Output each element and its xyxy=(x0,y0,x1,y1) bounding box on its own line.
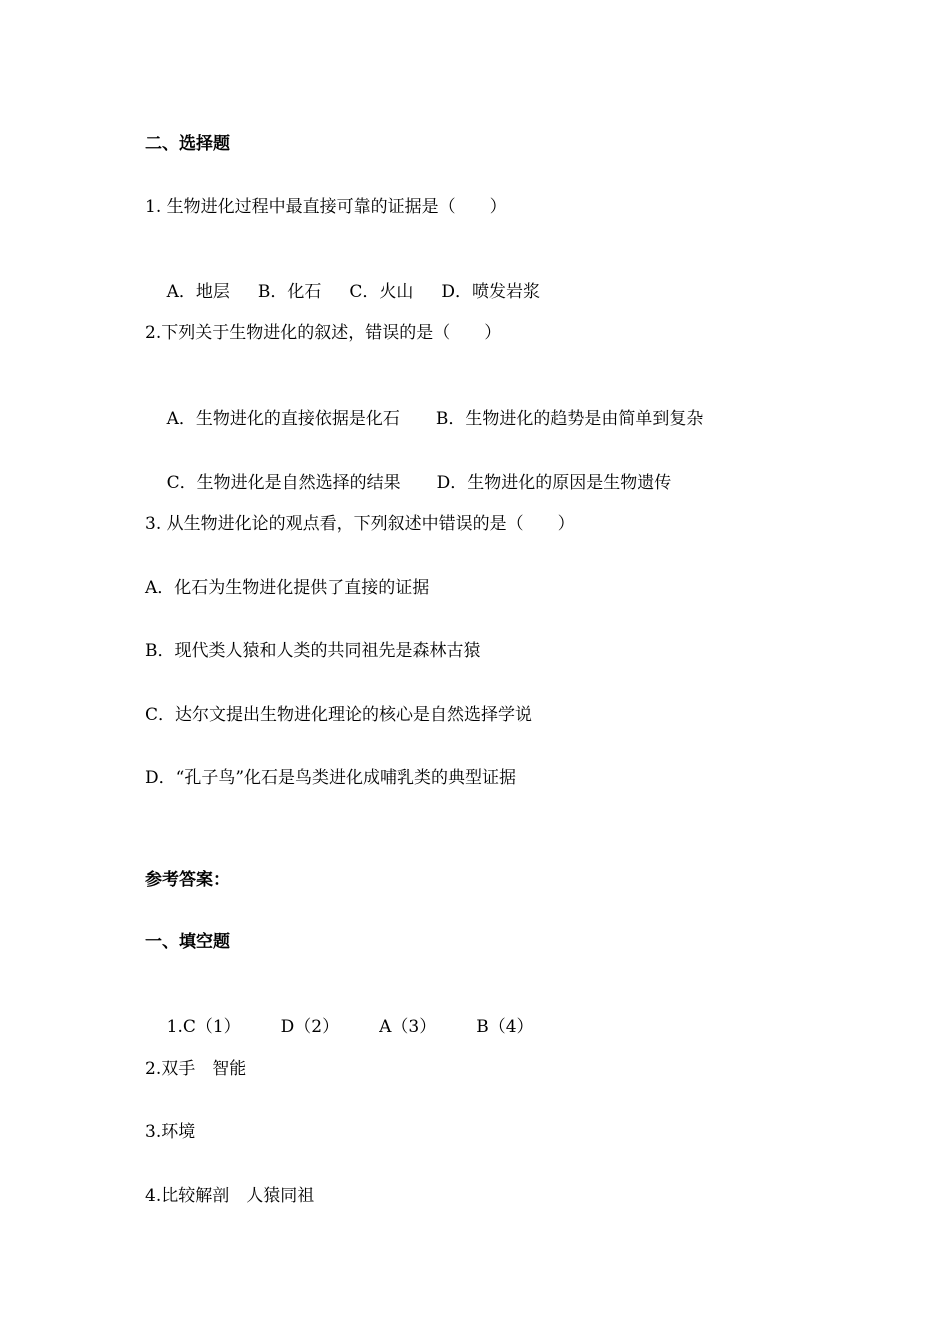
question-2-options-row-2 xyxy=(145,450,671,516)
answer-1-part-2: D（2） xyxy=(280,1017,340,1037)
q2-option-a: A．生物进化的直接依据是化石 xyxy=(166,409,400,429)
q3-option-c: C．达尔文提出生物进化理论的核心是自然选择学说 xyxy=(145,705,533,725)
question-1-options xyxy=(145,259,540,325)
answer-1-part-4: B（4） xyxy=(476,1017,534,1037)
answer-1-part-1: 1.C（1） xyxy=(166,1017,241,1037)
answers-title: 参考答案： xyxy=(145,870,230,890)
q1-option-b: B．化石 xyxy=(257,282,322,302)
answer-2: 2.双手 智能 xyxy=(145,1059,247,1079)
answer-1-part-3: A（3） xyxy=(379,1017,437,1037)
q3-option-b: B．现代类人猿和人类的共同祖先是森林古猿 xyxy=(145,641,481,661)
q2-option-b: B．生物进化的趋势是由简单到复杂 xyxy=(435,409,704,429)
q2-option-c: C．生物进化是自然选择的结果 xyxy=(166,473,401,493)
question-2-options-row-1 xyxy=(145,386,703,452)
question-2-stem: 2.下列关于生物进化的叙述，错误的是（ ） xyxy=(145,323,502,343)
section-title-fill-blank: 一、填空题 xyxy=(145,932,230,952)
question-3-stem: 3. 从生物进化论的观点看，下列叙述中错误的是（ ） xyxy=(145,514,575,534)
q1-option-c: C．火山 xyxy=(349,282,414,302)
q1-option-a: A．地层 xyxy=(166,282,230,302)
answer-3: 3.环境 xyxy=(145,1122,196,1142)
section-title-choice: 二、选择题 xyxy=(145,134,230,154)
question-1-stem: 1. 生物进化过程中最直接可靠的证据是（ ） xyxy=(145,197,507,217)
q3-option-d: D．“孔子鸟”化石是鸟类进化成哺乳类的典型证据 xyxy=(145,768,517,788)
q2-option-d: D．生物进化的原因是生物遗传 xyxy=(436,473,672,493)
answer-1 xyxy=(145,994,534,1060)
q1-option-d: D．喷发岩浆 xyxy=(441,282,541,302)
q3-option-a: A．化石为生物进化提供了直接的证据 xyxy=(145,578,430,598)
answer-4: 4.比较解剖 人猿同祖 xyxy=(145,1186,315,1206)
